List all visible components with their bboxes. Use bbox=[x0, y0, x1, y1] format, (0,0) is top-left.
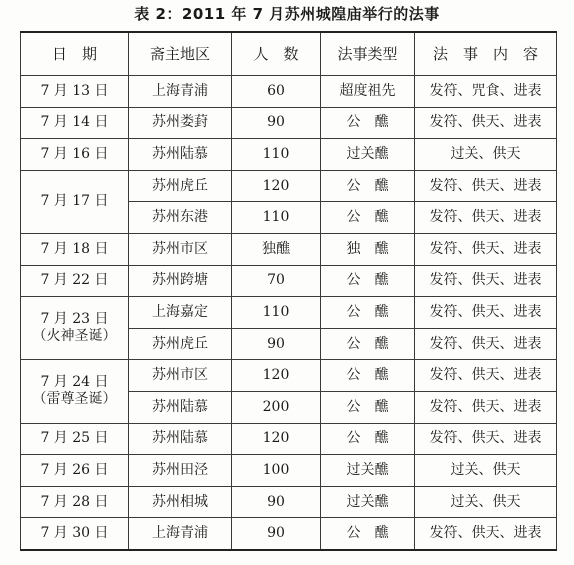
cell-area: 上海青浦 bbox=[129, 76, 232, 108]
cell-type: 公 醮 bbox=[321, 423, 415, 455]
table-header bbox=[21, 32, 557, 76]
cell-type: 公 醮 bbox=[321, 328, 415, 360]
cell-content: 发符、供天、进表 bbox=[415, 360, 557, 392]
cell-content: 过关、供天 bbox=[415, 486, 557, 518]
cell-area: 苏州陆慕 bbox=[129, 391, 232, 423]
cell-date bbox=[21, 76, 129, 108]
cell-content: 发符、供天、进表 bbox=[415, 107, 557, 139]
date-text: 7 月 13 日 bbox=[40, 82, 109, 99]
table-row bbox=[21, 265, 557, 297]
table-row bbox=[21, 297, 557, 329]
table-body bbox=[21, 76, 557, 551]
cell-content: 发符、供天、进表 bbox=[415, 233, 557, 265]
cell-count: 70 bbox=[232, 265, 321, 297]
cell-count: 90 bbox=[232, 328, 321, 360]
header-type: 法事类型 bbox=[321, 32, 415, 76]
cell-count: 120 bbox=[232, 170, 321, 202]
cell-type: 独 醮 bbox=[321, 233, 415, 265]
cell-area: 苏州相城 bbox=[129, 486, 232, 518]
cell-area: 苏州虎丘 bbox=[129, 328, 232, 360]
cell-date bbox=[21, 360, 129, 423]
header-date: 日 期 bbox=[21, 32, 129, 76]
date-text: 7 月 17 日 bbox=[40, 193, 109, 210]
cell-content: 过关、供天 bbox=[415, 455, 557, 487]
cell-date bbox=[21, 107, 129, 139]
cell-area: 苏州市区 bbox=[129, 233, 232, 265]
cell-count: 100 bbox=[232, 455, 321, 487]
cell-content: 发符、供天、进表 bbox=[415, 518, 557, 550]
cell-area: 苏州市区 bbox=[129, 360, 232, 392]
cell-type: 超度祖先 bbox=[321, 76, 415, 108]
cell-date bbox=[21, 265, 129, 297]
header-area: 斋主地区 bbox=[129, 32, 232, 76]
cell-type: 公 醮 bbox=[321, 391, 415, 423]
cell-content: 过关、供天 bbox=[415, 139, 557, 171]
cell-content: 发符、供天、进表 bbox=[415, 202, 557, 234]
date-text: 7 月 24 日 bbox=[40, 374, 109, 391]
cell-type: 公 醮 bbox=[321, 518, 415, 550]
cell-type: 公 醮 bbox=[321, 107, 415, 139]
cell-date bbox=[21, 139, 129, 171]
cell-count: 110 bbox=[232, 202, 321, 234]
table-caption: 表 2：2011 年 7 月苏州城隍庙举行的法事 bbox=[134, 5, 440, 23]
cell-content: 发符、供天、进表 bbox=[415, 170, 557, 202]
date-text: 7 月 26 日 bbox=[40, 461, 109, 478]
cell-type: 公 醮 bbox=[321, 360, 415, 392]
cell-count: 120 bbox=[232, 423, 321, 455]
cell-date bbox=[21, 423, 129, 455]
cell-content: 发符、供天、进表 bbox=[415, 391, 557, 423]
table-row bbox=[21, 455, 557, 487]
date-text: 7 月 30 日 bbox=[40, 525, 109, 542]
table-row bbox=[21, 423, 557, 455]
table-row bbox=[21, 360, 557, 392]
table-row bbox=[21, 139, 557, 171]
cell-count: 90 bbox=[232, 518, 321, 550]
date-note: （火神圣诞） bbox=[32, 328, 117, 345]
cell-area: 上海嘉定 bbox=[129, 297, 232, 329]
header-content: 法 事 内 容 bbox=[415, 32, 557, 76]
date-text: 7 月 14 日 bbox=[40, 114, 109, 131]
cell-count: 60 bbox=[232, 76, 321, 108]
date-text: 7 月 22 日 bbox=[40, 272, 109, 289]
cell-area: 苏州陆慕 bbox=[129, 139, 232, 171]
cell-content: 发符、供天、进表 bbox=[415, 265, 557, 297]
cell-area: 上海青浦 bbox=[129, 518, 232, 550]
cell-count: 独醮 bbox=[232, 233, 321, 265]
cell-date bbox=[21, 170, 129, 233]
cell-count: 110 bbox=[232, 139, 321, 171]
cell-area: 苏州娄葑 bbox=[129, 107, 232, 139]
ritual-table bbox=[20, 31, 557, 551]
cell-date bbox=[21, 233, 129, 265]
cell-area: 苏州东港 bbox=[129, 202, 232, 234]
cell-count: 120 bbox=[232, 360, 321, 392]
header-count: 人 数 bbox=[232, 32, 321, 76]
cell-type: 过关醮 bbox=[321, 139, 415, 171]
date-text: 7 月 23 日 bbox=[40, 311, 109, 328]
cell-area: 苏州跨塘 bbox=[129, 265, 232, 297]
date-note: （雷尊圣诞） bbox=[32, 391, 117, 408]
table-row bbox=[21, 170, 557, 202]
cell-date bbox=[21, 297, 129, 360]
date-text: 7 月 18 日 bbox=[40, 240, 109, 257]
table-row bbox=[21, 76, 557, 108]
cell-count: 200 bbox=[232, 391, 321, 423]
table-row bbox=[21, 107, 557, 139]
cell-type: 公 醮 bbox=[321, 265, 415, 297]
cell-count: 110 bbox=[232, 297, 321, 329]
cell-type: 公 醮 bbox=[321, 297, 415, 329]
cell-area: 苏州虎丘 bbox=[129, 170, 232, 202]
cell-type: 公 醮 bbox=[321, 202, 415, 234]
cell-content: 发符、供天、进表 bbox=[415, 423, 557, 455]
cell-area: 苏州陆慕 bbox=[129, 423, 232, 455]
date-text: 7 月 25 日 bbox=[40, 430, 109, 447]
date-text: 7 月 28 日 bbox=[40, 493, 109, 510]
date-text: 7 月 16 日 bbox=[40, 145, 109, 162]
cell-date bbox=[21, 455, 129, 487]
cell-date bbox=[21, 518, 129, 550]
table-row bbox=[21, 518, 557, 550]
header-row bbox=[21, 32, 557, 76]
table-row bbox=[21, 486, 557, 518]
cell-content: 发符、咒食、进表 bbox=[415, 76, 557, 108]
cell-type: 过关醮 bbox=[321, 455, 415, 487]
cell-count: 90 bbox=[232, 107, 321, 139]
cell-date bbox=[21, 486, 129, 518]
cell-type: 过关醮 bbox=[321, 486, 415, 518]
cell-content: 发符、供天、进表 bbox=[415, 328, 557, 360]
cell-area: 苏州田泾 bbox=[129, 455, 232, 487]
cell-content: 发符、供天、进表 bbox=[415, 297, 557, 329]
cell-count: 90 bbox=[232, 486, 321, 518]
cell-type: 公 醮 bbox=[321, 170, 415, 202]
table-row bbox=[21, 233, 557, 265]
